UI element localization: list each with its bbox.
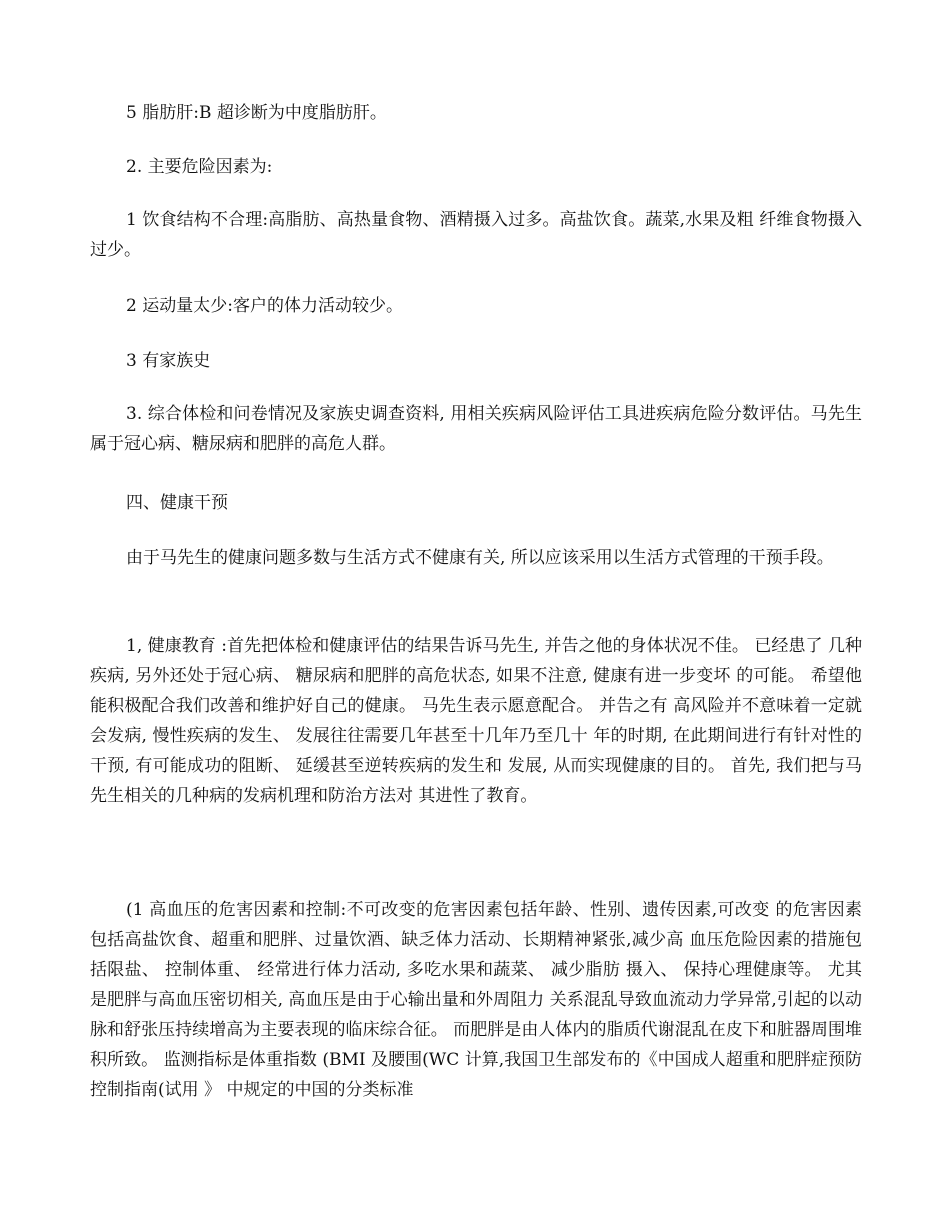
paragraph-risk-factors-heading: 2. 主要危险因素为: (126, 157, 273, 177)
paragraph-family-history: 3 有家族史 (126, 351, 211, 371)
paragraph-health-education: 1, 健康教育 :首先把体检和健康评估的结果告诉马先生, 并告之他的身体状况不佳。 已经患了 几种疾病, 另外还处于冠心病、 糖尿病和肥胖的高危状态, 如果不注意, 健康有进一步变坏 的可能。 希望他能积极配合我们改善和维护好自己的健康。 马先生表示愿意配合。 并告之有 高风险并不意味着一定就会发病, 慢性疾病的发生、 发展往往需要几年甚至十几年乃至几十 年的时期, 在此期间进行有针对性的干预, 有可能成功的阻断、 延缓甚至逆转疾病的发生和 发展, 从而实现健康的目的。 首先, 我们把与马先生相关的几种病的发病机理和防治方法对 其进性了教育。 (90, 636, 862, 806)
paragraph-exercise: 2 运动量太少:客户的体力活动较少。 (126, 296, 403, 316)
paragraph-fatty-liver: 5 脂肪肝:B 超诊断为中度脂肪肝。 (126, 103, 387, 123)
paragraph-intervention-intro: 由于马先生的健康问题多数与生活方式不健康有关, 所以应该采用以生活方式管理的干预手段。 (126, 548, 834, 568)
paragraph-assessment: 3. 综合体检和问卷情况及家族史调查资料, 用相关疾病风险评估工具进疾病危险分数评估。马先生属于冠心病、糖尿病和肥胖的高危人群。 (90, 404, 862, 454)
paragraph-hypertension: (1 高血压的危害因素和控制:不可改变的危害因素包括年龄、性别、遗传因素,可改变 的危害因素包括高盐饮食、超重和肥胖、过量饮酒、缺乏体力活动、长期精神紧张,减少高 血压危险因素的措施包括限盐、 控制体重、 经常进行体力活动, 多吃水果和蔬菜、 减少脂肪 摄入、 保持心理健康等。 尤其是肥胖与高血压密切相关, 高血压是由于心输出量和外周阻力 关系混乱导致血流动力学异常,引起的以动脉和舒张压持续增高为主要表现的临床综合征。 而肥胖是由人体内的脂质代谢混乱在皮下和脏器周围堆积所致。 监测指标是体重指数 (BMI 及腰围(WC 计算,我国卫生部发布的《中国成人超重和肥胖症预防控制指南(试用 》 中规定的中国的分类标准 (90, 900, 862, 1100)
section-heading-intervention: 四、健康干预 (126, 493, 228, 513)
paragraph-diet: 1 饮食结构不合理:高脂肪、高热量食物、酒精摄入过多。高盐饮食。蔬菜,水果及粗 纤维食物摄入过少。 (90, 210, 862, 260)
